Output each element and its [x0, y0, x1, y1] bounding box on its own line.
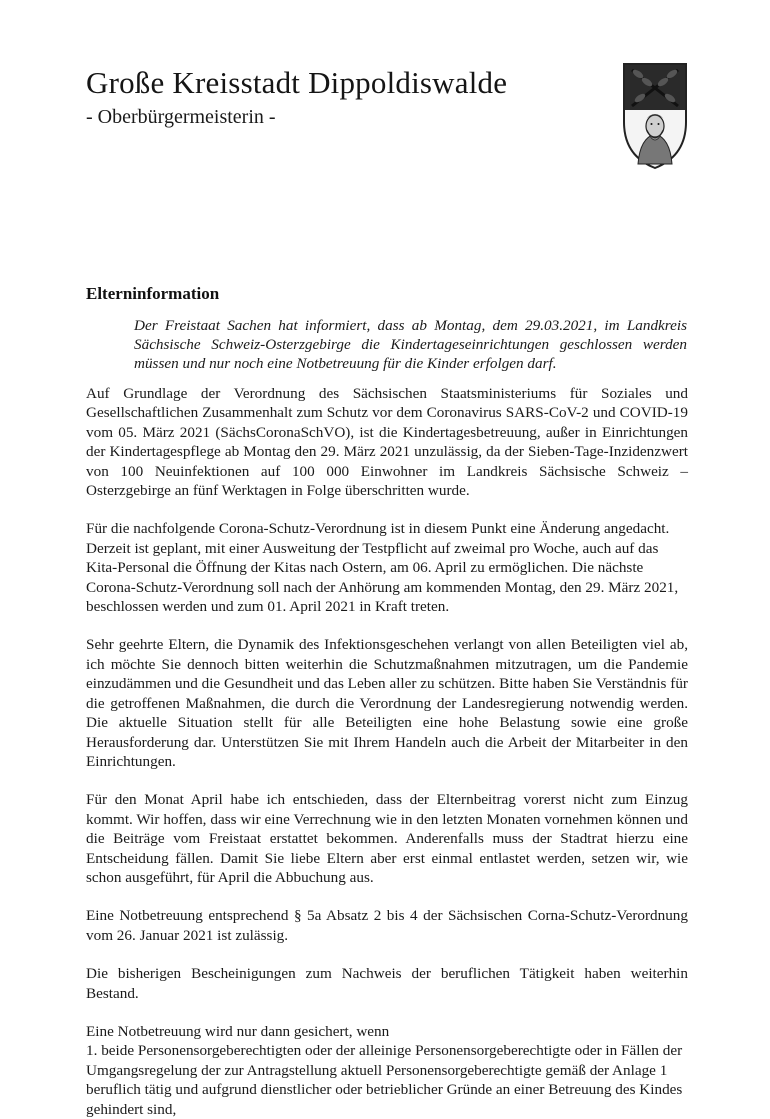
org-subtitle: - Oberbürgermeisterin -	[86, 106, 276, 128]
paragraph-certificates: Die bisherigen Bescheinigungen zum Nachweis der beruflichen Tätigkeit haben weiterhin Bestand.	[86, 965, 688, 1002]
paragraph-planned-change: Für die nachfolgende Corona-Schutz-Verordnung ist in diesem Punkt eine Änderung angedacht. Derzeit ist geplant, mit einer Ausweitung der Testpflicht auf zweimal pro Woche, auch auf das Kita-Personal die Öffnung der Kitas nach Ostern, am 06. April zu ermöglichen. Die nächste Corona-Schutz-Verordnung soll nach der Anhörung am kommenden Montag, den 29. März 2021, beschlossen werden und zum 01. April 2021 in Kraft treten.	[86, 520, 679, 616]
letter-heading: Elterninformation	[86, 284, 220, 303]
paragraph-legal-basis: Auf Grundlage der Verordnung des Sächsischen Staatsministeriums für Soziales und Gesellschaftlichen Zusammenhalt zum Schutz vor dem Coronavirus SARS-CoV-2 und COVID-19 vom 05. März 2021 (SächsCoronaSchVO), ist die Kindertagesbetreuung, außer in Einrichtungen der Kindertagespflege ab Montag den 29. März 2021 unzulässig, da der Sieben-Tage-Inzidenzwert von 100 Neuinfektionen auf 100 000 Einwohner im Landkreis Sächsische Schweiz – Osterzgebirge an fünf Werktagen in Folge überschritten wurde.	[86, 385, 688, 500]
condition-item-1: 1. beide Personensorgeberechtigten oder der alleinige Personensorgeberechtigte oder in Fällen der Umgangsregelung der zur Antragstellung aktuell Personensorgeberechtigte gemäß der Anlage 1 beruflich tätig und aufgrund dienstlicher oder betrieblicher Gründe an einer Betreuung des Kindes gehindert sind,	[86, 1042, 683, 1118]
org-title: Große Kreisstadt Dippoldiswalde	[86, 65, 508, 100]
letter-intro: Der Freistaat Sachen hat informiert, dass ab Montag, dem 29.03.2021, im Landkreis Sächsische Schweiz-Osterzgebirge die Kindertageseinrichtungen geschlossen werden müssen und nur noch eine Notbetreuung für die Kinder erfolgen darf.	[134, 317, 687, 372]
condition-intro: Eine Notbetreuung wird nur dann gesichert, wenn	[86, 1022, 390, 1040]
letter-body	[86, 384, 688, 1119]
paragraph-emergency-care: Eine Notbetreuung entsprechend § 5a Absatz 2 bis 4 der Sächsischen Corna-Schutz-Verordnung vom 26. Januar 2021 ist zulässig.	[86, 907, 688, 944]
paragraph-parental-fee: Für den Monat April habe ich entschieden, dass der Elternbeitrag vorerst nicht zum Einzug kommt. Wir hoffen, dass wir eine Verrechnung wie in den letzten Monaten vornehmen können und die Beiträge vom Freistaat erstattet bekommen. Anderenfalls muss der Stadtrat hierzu eine Entscheidung fällen. Damit Sie liebe Eltern aber erst einmal entlastet werden, setzen wir, wie schon ausgeführt, für April die Abbuchung aus.	[86, 791, 688, 886]
coat-of-arms-icon	[620, 60, 690, 172]
paragraph-appeal-to-parents: Sehr geehrte Eltern, die Dynamik des Infektionsgeschehen verlangt von allen Beteiligten viel ab, ich möchte Sie dennoch bitten weiterhin die Schutzmaßnahmen mitzutragen, um die Pandemie einzudämmen und die Gesundheit und das Leben aller zu schützen. Bitte haben Sie Verständnis für die getroffenen Maßnahmen, die durch die Verordnung der Landesregierung notwendig werden. Die aktuelle Situation stellt für alle Beteiligten eine hohe Belastung sowie eine große Herausforderung dar. Unterstützen Sie mit Ihrem Handeln auch die Arbeit der Mitarbeiter in den Einrichtungen.	[86, 636, 688, 770]
